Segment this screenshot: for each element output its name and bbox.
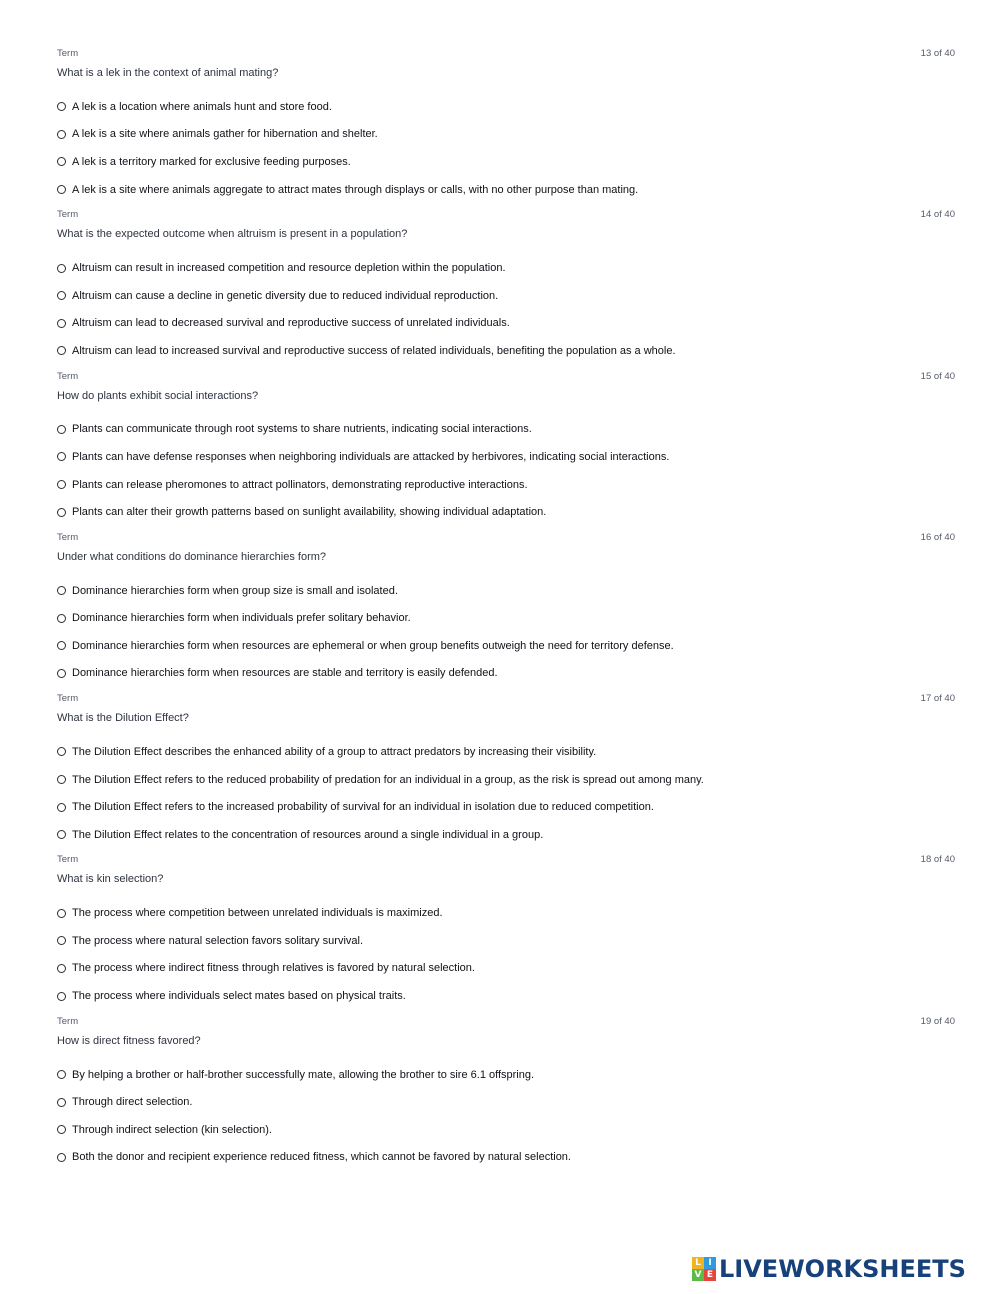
radio-button-icon[interactable] (57, 614, 66, 623)
question-prompt: What is kin selection? (57, 873, 164, 886)
answer-option[interactable] (57, 416, 669, 444)
answer-option[interactable] (57, 148, 638, 176)
radio-button-icon[interactable] (57, 803, 66, 812)
answer-option[interactable] (57, 1061, 571, 1089)
answer-option-label: The Dilution Effect describes the enhanced ability of a group to attract predators by increasing their visibility. (72, 745, 597, 758)
question-counter: 15 of 40 (920, 370, 955, 382)
question-prompt: What is the expected outcome when altruism is present in a population? (57, 228, 408, 241)
term-label: Term (57, 854, 79, 866)
question-block (57, 370, 955, 531)
answer-option[interactable] (57, 927, 475, 955)
answer-option-label: By helping a brother or half-brother successfully mate, allowing the brother to sire 6.1 offspring. (72, 1068, 535, 1081)
radio-button-icon[interactable] (57, 1125, 66, 1134)
radio-button-icon[interactable] (57, 669, 66, 678)
answer-option[interactable] (57, 577, 674, 605)
answer-option-label: Plants can release pheromones to attract pollinators, demonstrating reproductive interactions. (72, 478, 528, 491)
logo-tile-i: I (704, 1257, 716, 1269)
answer-option[interactable] (57, 766, 704, 794)
radio-button-icon[interactable] (57, 425, 66, 434)
answer-option[interactable] (57, 337, 676, 365)
answer-option-label: The process where competition between unrelated individuals is maximized. (72, 907, 443, 920)
answer-options (57, 416, 669, 526)
brand-name: LIVEWORKSHEETS (719, 1255, 966, 1283)
logo-tile-e: E (704, 1269, 716, 1281)
answer-option[interactable] (57, 93, 638, 121)
answer-options (57, 899, 475, 1009)
answer-option[interactable] (57, 821, 704, 849)
answer-option-label: Plants can have defense responses when neighboring individuals are attacked by herbivores, indicating social interactions. (72, 450, 670, 463)
radio-button-icon[interactable] (57, 508, 66, 517)
liveworksheets-logo (692, 1256, 966, 1282)
radio-button-icon[interactable] (57, 480, 66, 489)
radio-button-icon[interactable] (57, 909, 66, 918)
answer-option[interactable] (57, 121, 638, 149)
radio-button-icon[interactable] (57, 264, 66, 273)
term-label: Term (57, 693, 79, 705)
answer-option[interactable] (57, 604, 674, 632)
answer-option[interactable] (57, 254, 676, 282)
answer-option[interactable] (57, 632, 674, 660)
answer-option-label: A lek is a site where animals aggregate to attract mates through displays or calls, with no other purpose than mating. (72, 183, 639, 196)
radio-button-icon[interactable] (57, 830, 66, 839)
question-counter: 14 of 40 (920, 209, 955, 221)
answer-option[interactable] (57, 176, 638, 204)
radio-button-icon[interactable] (57, 992, 66, 1001)
answer-options (57, 1061, 571, 1171)
answer-option-label: A lek is a location where animals hunt and store food. (72, 100, 332, 113)
radio-button-icon[interactable] (57, 452, 66, 461)
radio-button-icon[interactable] (57, 319, 66, 328)
question-counter: 18 of 40 (920, 854, 955, 866)
live-logo-icon (692, 1257, 716, 1281)
question-block (57, 1015, 955, 1176)
answer-option-label: Plants can alter their growth patterns based on sunlight availability, showing individual adaptation. (72, 506, 547, 519)
radio-button-icon[interactable] (57, 586, 66, 595)
answer-options (57, 577, 674, 687)
radio-button-icon[interactable] (57, 130, 66, 139)
radio-button-icon[interactable] (57, 936, 66, 945)
answer-option-label: Dominance hierarchies form when individuals prefer solitary behavior. (72, 612, 411, 625)
question-prompt: What is the Dilution Effect? (57, 712, 189, 725)
question-prompt: How do plants exhibit social interactions? (57, 389, 259, 402)
answer-option-label: The process where individuals select mates based on physical traits. (72, 990, 406, 1003)
answer-option-label: The process where natural selection favors solitary survival. (72, 934, 364, 947)
answer-option-label: Dominance hierarchies form when group size is small and isolated. (72, 584, 398, 597)
radio-button-icon[interactable] (57, 185, 66, 194)
answer-option[interactable] (57, 955, 475, 983)
question-prompt: Under what conditions do dominance hierarchies form? (57, 550, 327, 563)
answer-option[interactable] (57, 1144, 571, 1172)
answer-options (57, 738, 704, 848)
answer-options (57, 93, 638, 203)
radio-button-icon[interactable] (57, 1098, 66, 1107)
question-block (57, 853, 955, 1014)
answer-option-label: A lek is a site where animals gather for hibernation and shelter. (72, 128, 378, 141)
answer-options (57, 254, 676, 364)
radio-button-icon[interactable] (57, 1070, 66, 1079)
term-label: Term (57, 531, 79, 543)
radio-button-icon[interactable] (57, 964, 66, 973)
question-prompt: How is direct fitness favored? (57, 1034, 201, 1047)
quiz-list (57, 47, 955, 1176)
question-block (57, 208, 955, 369)
answer-option-label: Dominance hierarchies form when resources are ephemeral or when group benefits outweigh the need for territory defense. (72, 639, 674, 652)
radio-button-icon[interactable] (57, 346, 66, 355)
answer-option[interactable] (57, 309, 676, 337)
question-block (57, 47, 955, 208)
answer-option-label: The process where indirect fitness through relatives is favored by natural selection. (72, 962, 475, 975)
answer-option[interactable] (57, 793, 704, 821)
question-counter: 19 of 40 (920, 1015, 955, 1027)
answer-option[interactable] (57, 443, 669, 471)
answer-option-label: Both the donor and recipient experience reduced fitness, which cannot be favored by natural selection. (72, 1151, 571, 1164)
answer-option[interactable] (57, 1116, 571, 1144)
question-counter: 13 of 40 (920, 48, 955, 59)
term-label: Term (57, 48, 79, 59)
answer-option-label: The Dilution Effect relates to the concentration of resources around a single individual in a group. (72, 828, 544, 841)
radio-button-icon[interactable] (57, 157, 66, 166)
answer-option[interactable] (57, 471, 669, 499)
answer-option[interactable] (57, 899, 475, 927)
radio-button-icon[interactable] (57, 641, 66, 650)
question-block (57, 531, 955, 692)
question-counter: 17 of 40 (920, 693, 955, 705)
answer-option-label: Altruism can cause a decline in genetic diversity due to reduced individual reproduction. (72, 289, 499, 302)
radio-button-icon[interactable] (57, 1153, 66, 1162)
answer-option-label: Altruism can lead to increased survival and reproductive success of related individuals, benefiting the population as a whole. (72, 344, 676, 357)
answer-option-label: The Dilution Effect refers to the increased probability of survival for an individual in isolation due to reduced competition. (72, 801, 654, 814)
answer-option[interactable] (57, 282, 676, 310)
answer-option-label: Altruism can lead to decreased survival and reproductive success of unrelated individuals. (72, 317, 510, 330)
logo-tile-l: L (692, 1257, 704, 1269)
answer-option[interactable] (57, 498, 669, 526)
answer-option-label: Plants can communicate through root systems to share nutrients, indicating social interactions. (72, 423, 532, 436)
term-label: Term (57, 1015, 79, 1027)
answer-option[interactable] (57, 1088, 571, 1116)
answer-option-label: A lek is a territory marked for exclusive feeding purposes. (72, 155, 351, 168)
answer-option[interactable] (57, 660, 674, 688)
answer-option-label: Altruism can result in increased competition and resource depletion within the population. (72, 262, 506, 275)
radio-button-icon[interactable] (57, 775, 66, 784)
answer-option-label: Through indirect selection (kin selection). (72, 1123, 272, 1136)
answer-option-label: The Dilution Effect refers to the reduced probability of predation for an individual in a group, as the risk is spread out among many. (72, 773, 704, 786)
term-label: Term (57, 209, 79, 221)
logo-tile-v: V (692, 1269, 704, 1281)
answer-option[interactable] (57, 738, 704, 766)
radio-button-icon[interactable] (57, 747, 66, 756)
answer-option-label: Through direct selection. (72, 1096, 193, 1109)
question-counter: 16 of 40 (920, 531, 955, 543)
term-label: Term (57, 370, 79, 382)
answer-option-label: Dominance hierarchies form when resources are stable and territory is easily defended. (72, 667, 498, 680)
radio-button-icon[interactable] (57, 102, 66, 111)
radio-button-icon[interactable] (57, 291, 66, 300)
question-block (57, 692, 955, 853)
answer-option[interactable] (57, 982, 475, 1010)
question-prompt: What is a lek in the context of animal mating? (57, 67, 279, 79)
